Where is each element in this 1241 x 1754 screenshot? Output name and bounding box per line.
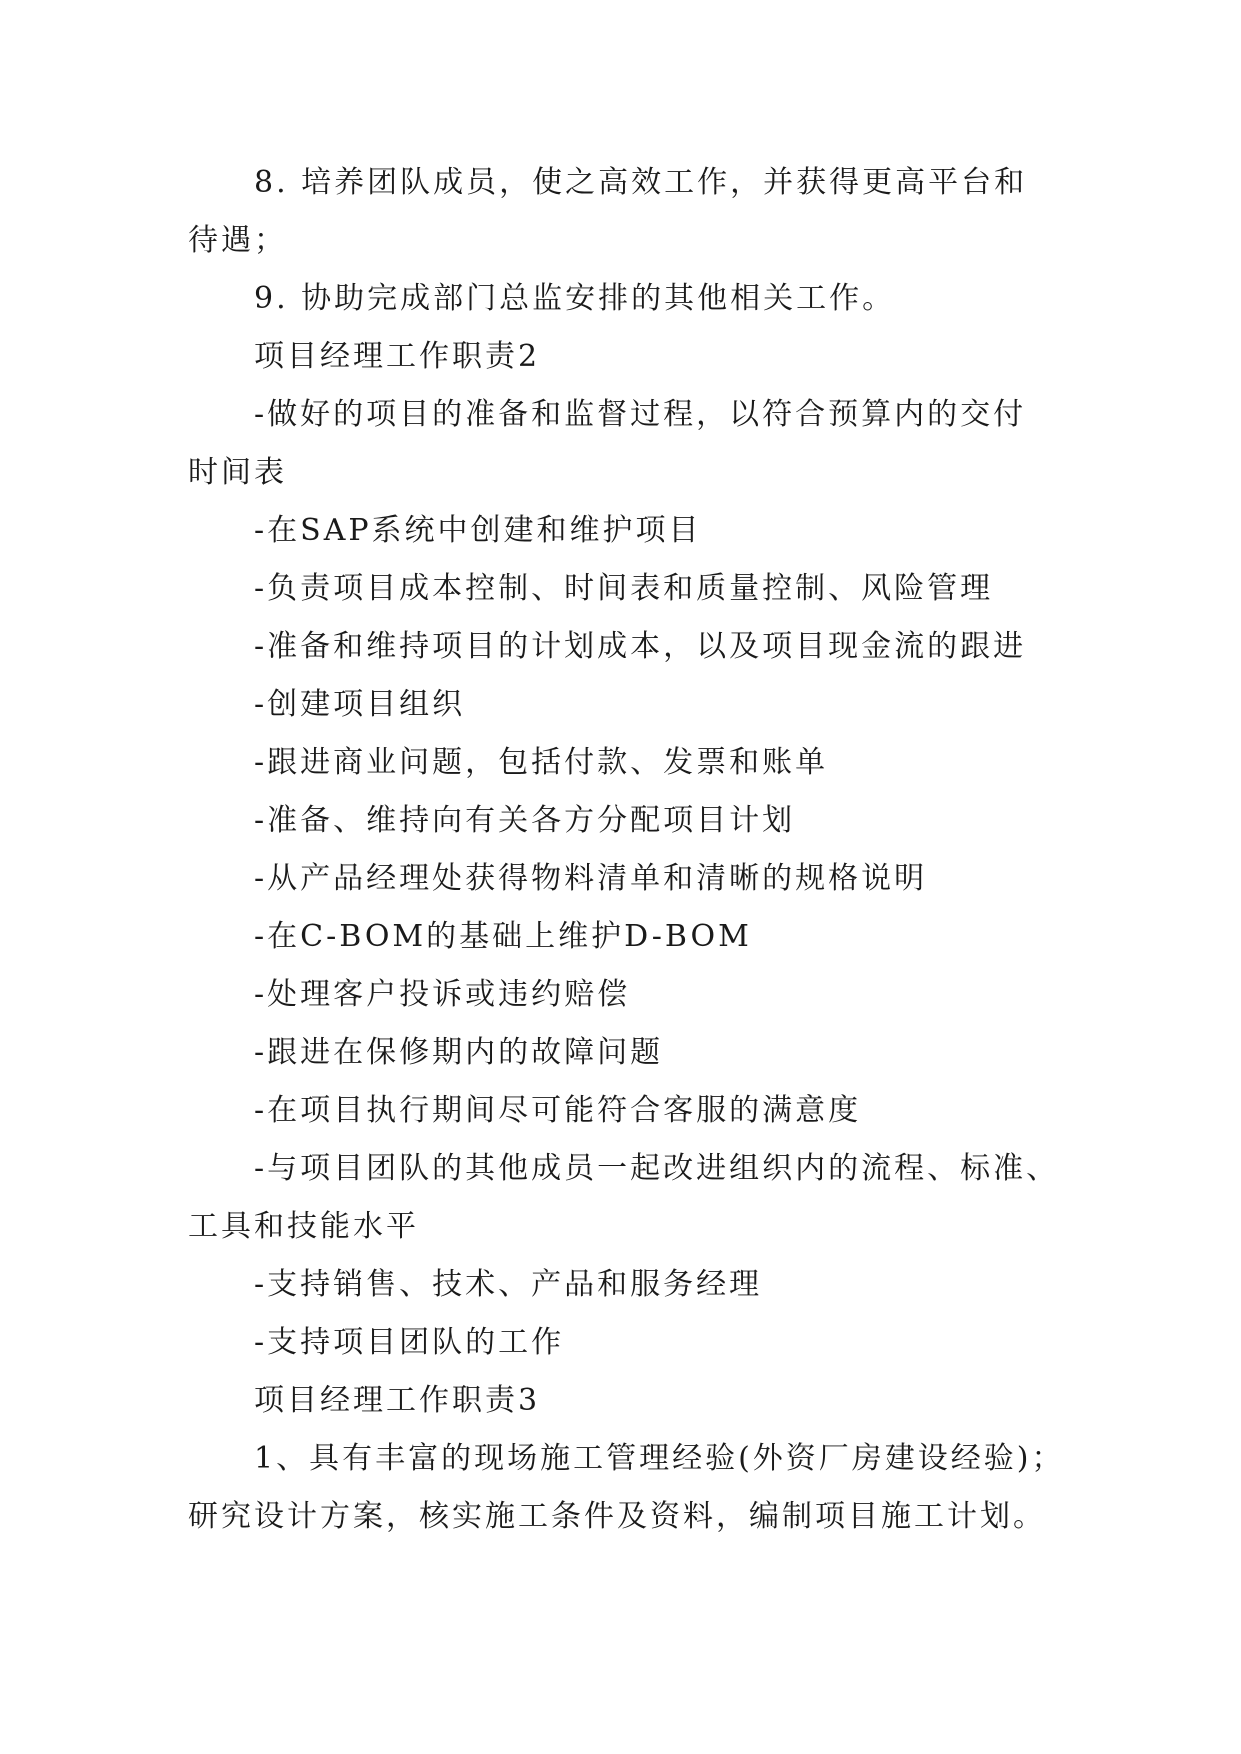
section-heading: 项目经理工作职责3: [254, 1383, 541, 1418]
text-line: 8. 培养团队成员，使之高效工作，并获得更高平台和: [254, 165, 1028, 200]
text-line: 1、具有丰富的现场施工管理经验(外资厂房建设经验)；: [254, 1441, 1065, 1476]
text-line: -在SAP系统中创建和维护项目: [254, 513, 702, 548]
document-body: [188, 154, 1068, 1546]
text-line: -创建项目组织: [254, 687, 466, 722]
text-line: -在项目执行期间尽可能符合客服的满意度: [254, 1093, 862, 1128]
text-line: -准备、维持向有关各方分配项目计划: [254, 803, 796, 838]
text-line: -负责项目成本控制、时间表和质量控制、风险管理: [254, 571, 994, 606]
text-line: -做好的项目的准备和监督过程，以符合预算内的交付: [254, 397, 1027, 432]
text-line: -准备和维持项目的计划成本，以及项目现金流的跟进: [254, 629, 1027, 664]
text-line: -跟进商业问题，包括付款、发票和账单: [254, 745, 829, 780]
text-line: 工具和技能水平: [188, 1209, 419, 1244]
text-line: -与项目团队的其他成员一起改进组织内的流程、标准、: [254, 1151, 1060, 1186]
text-line: 时间表: [188, 455, 287, 490]
text-line: 研究设计方案，核实施工条件及资料，编制项目施工计划。: [188, 1499, 1046, 1534]
text-line: -支持项目团队的工作: [254, 1325, 565, 1360]
text-line: -处理客户投诉或违约赔偿: [254, 977, 631, 1012]
text-line: 待遇；: [188, 223, 287, 258]
text-line: -跟进在保修期内的故障问题: [254, 1035, 664, 1070]
text-line: -支持销售、技术、产品和服务经理: [254, 1267, 763, 1302]
text-line: -从产品经理处获得物料清单和清晰的规格说明: [254, 861, 928, 896]
section-heading: 项目经理工作职责2: [254, 339, 541, 374]
text-line: -在C-BOM的基础上维护D-BOM: [254, 919, 752, 954]
text-line: 9. 协助完成部门总监安排的其他相关工作。: [254, 281, 896, 316]
